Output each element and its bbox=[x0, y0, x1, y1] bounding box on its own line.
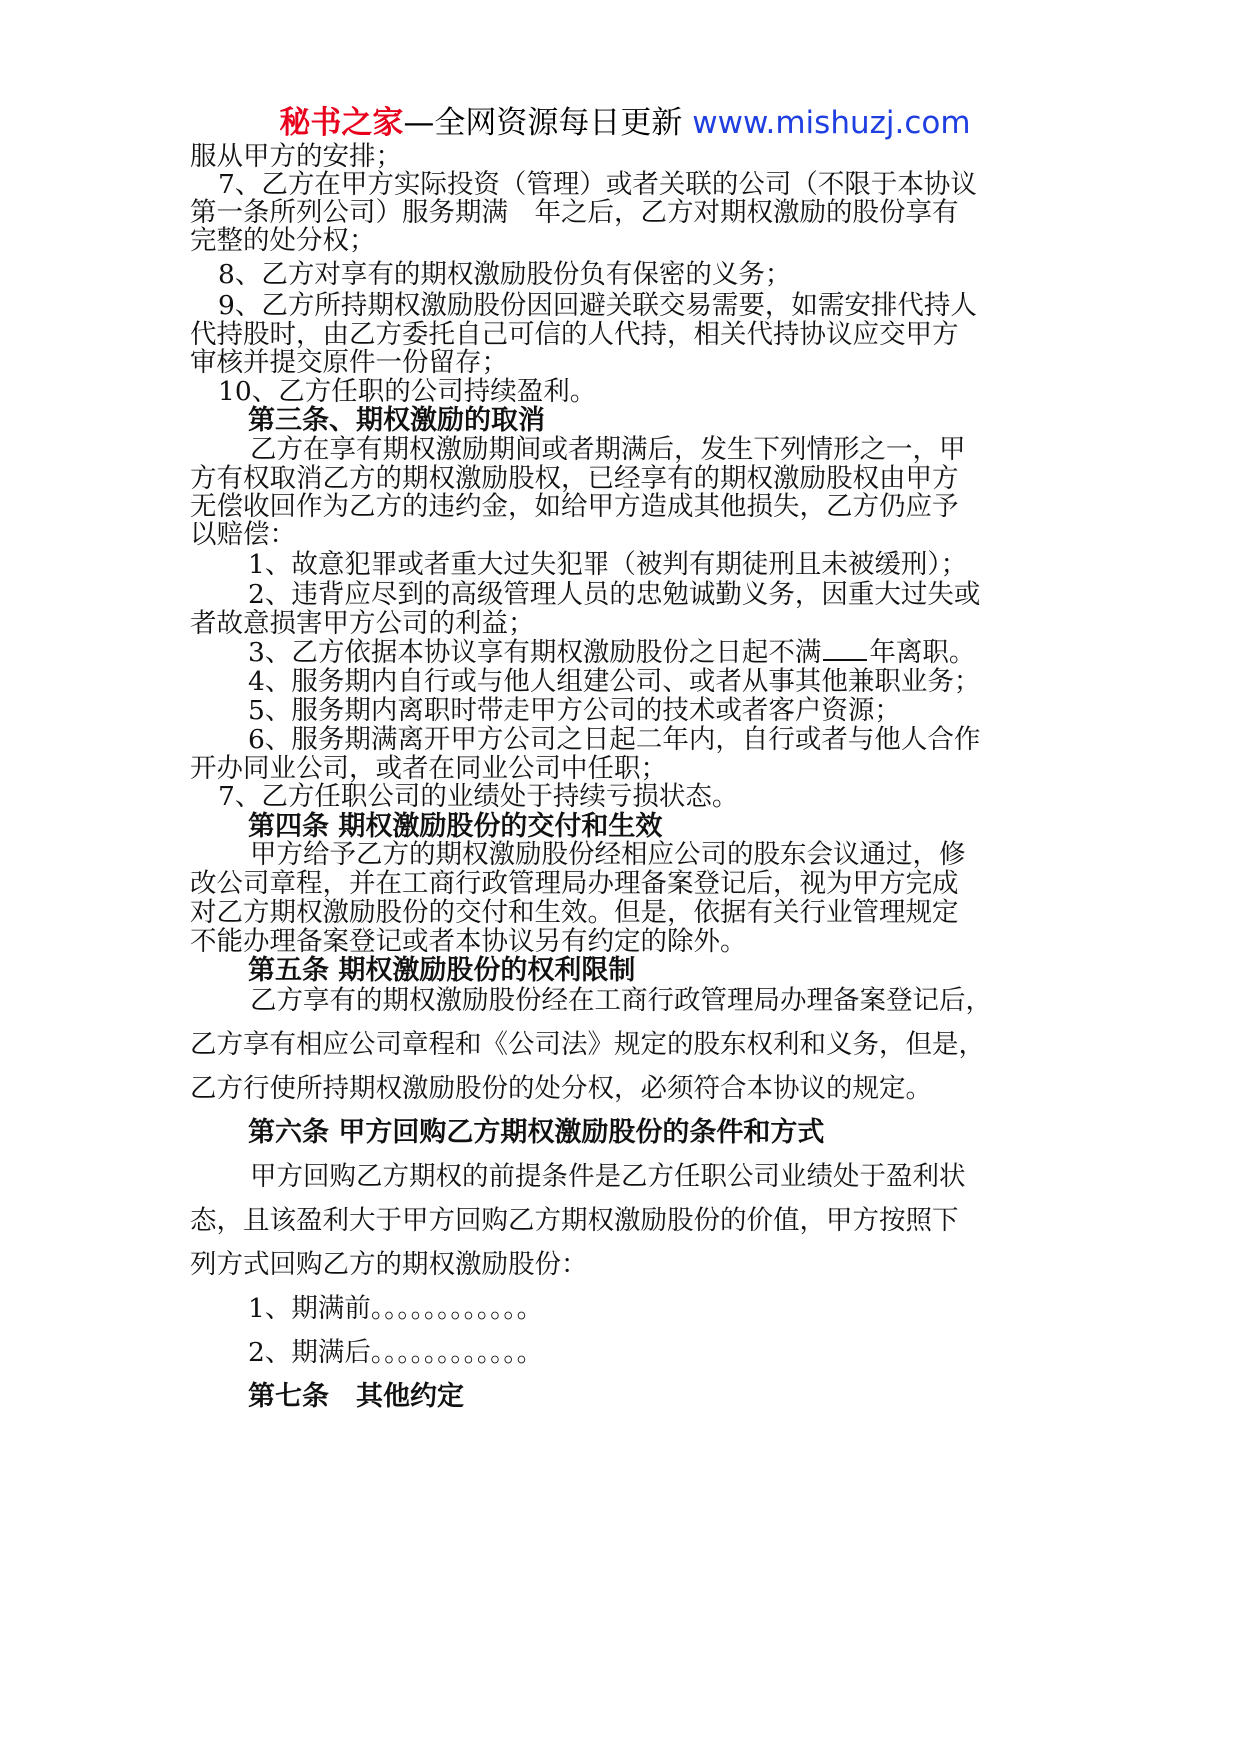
body-line: 5、服务期内离职时带走甲方公司的技术或者客户资源； bbox=[248, 695, 901, 726]
body-line: 不能办理备案登记或者本协议另有约定的除外。 bbox=[190, 926, 747, 957]
body-line: 2、违背应尽到的高级管理人员的忠勉诚勤义务，因重大过失或 bbox=[248, 579, 981, 610]
section-heading: 第五条 期权激励股份的权利限制 bbox=[248, 955, 636, 986]
section-heading: 第四条 期权激励股份的交付和生效 bbox=[248, 811, 663, 842]
body-line: 乙方享有相应公司章程和《公司法》规定的股东权利和义务，但是， bbox=[190, 1029, 985, 1060]
body-line: 乙方行使所持期权激励股份的处分权，必须符合本协议的规定。 bbox=[190, 1073, 932, 1104]
body-line: 无偿收回作为乙方的违约金，如给甲方造成其他损失，乙方仍应予 bbox=[190, 491, 959, 522]
header-brand: 秘书之家 bbox=[279, 105, 404, 141]
body-line: 代持股时，由乙方委托自己可信的人代持，相关代持协议应交甲方 bbox=[190, 319, 959, 350]
body-line: 8、乙方对享有的期权激励股份负有保密的义务； bbox=[218, 259, 792, 290]
body-line: 6、服务期满离开甲方公司之日起二年内，自行或者与他人合作 bbox=[248, 724, 981, 755]
body-line: 乙方在享有期权激励期间或者期满后，发生下列情形之一，甲 bbox=[250, 434, 966, 465]
body-line: 态，且该盈利大于甲方回购乙方期权激励股份的价值，甲方按照下 bbox=[190, 1205, 959, 1236]
body-line: 第一条所列公司）服务期满 年之后，乙方对期权激励的股份享有 bbox=[190, 197, 959, 228]
body-line: 改公司章程，并在工商行政管理局办理备案登记后，视为甲方完成 bbox=[190, 868, 959, 899]
body-line: 1、故意犯罪或者重大过失犯罪（被判有期徒刑且未被缓刑）； bbox=[248, 549, 968, 580]
body-line: 服从甲方的安排； bbox=[190, 141, 402, 172]
body-line: 10、乙方任职的公司持续盈利。 bbox=[218, 376, 597, 407]
body-line: 对乙方期权激励股份的交付和生效。但是，依据有关行业管理规定 bbox=[190, 897, 959, 928]
section-heading: 第七条 其他约定 bbox=[248, 1381, 464, 1412]
body-line: 审核并提交原件一份留存； bbox=[190, 347, 508, 378]
watermark-header bbox=[190, 103, 1060, 143]
body-line: 方有权取消乙方的期权激励股权，已经享有的期权激励股权由甲方 bbox=[190, 463, 959, 494]
section-heading: 第三条、期权激励的取消 bbox=[248, 405, 545, 436]
body-line: 7、乙方任职公司的业绩处于持续亏损状态。 bbox=[218, 781, 739, 812]
body-line: 4、服务期内自行或与他人组建公司、或者从事其他兼职业务； bbox=[248, 666, 981, 697]
header-tagline: —全网资源每日更新 bbox=[403, 105, 683, 141]
fill-in-blank bbox=[823, 637, 867, 661]
body-line: 完整的处分权； bbox=[190, 225, 376, 256]
body-line: 甲方回购乙方期权的前提条件是乙方任职公司业绩处于盈利状 bbox=[250, 1161, 966, 1192]
body-line: 列方式回购乙方的期权激励股份： bbox=[190, 1249, 588, 1280]
body-line: 7、乙方在甲方实际投资（管理）或者关联的公司（不限于本协议 bbox=[218, 169, 977, 200]
body-line: 甲方给予乙方的期权激励股份经相应公司的股东会议通过，修 bbox=[250, 839, 966, 870]
header-url[interactable]: www.mishuzj.com bbox=[692, 105, 971, 141]
body-line: 9、乙方所持期权激励股份因回避关联交易需要，如需安排代持人 bbox=[218, 290, 977, 321]
body-line-text: 年离职。 bbox=[869, 637, 976, 668]
body-line: 开办同业公司，或者在同业公司中任职； bbox=[190, 753, 667, 784]
body-line: 者故意损害甲方公司的利益； bbox=[190, 608, 535, 639]
body-line-text: 3、乙方依据本协议享有期权激励股份之日起不满 bbox=[248, 637, 822, 668]
body-line: 乙方享有的期权激励股份经在工商行政管理局办理备案登记后， bbox=[250, 985, 992, 1016]
list-item: 2、期满后。。。。。。。。。。。。 bbox=[248, 1337, 544, 1368]
list-item: 1、期满前。。。。。。。。。。。。 bbox=[248, 1293, 544, 1324]
body-line: 以赔偿： bbox=[190, 519, 296, 550]
section-heading: 第六条 甲方回购乙方期权激励股份的条件和方式 bbox=[248, 1117, 825, 1148]
